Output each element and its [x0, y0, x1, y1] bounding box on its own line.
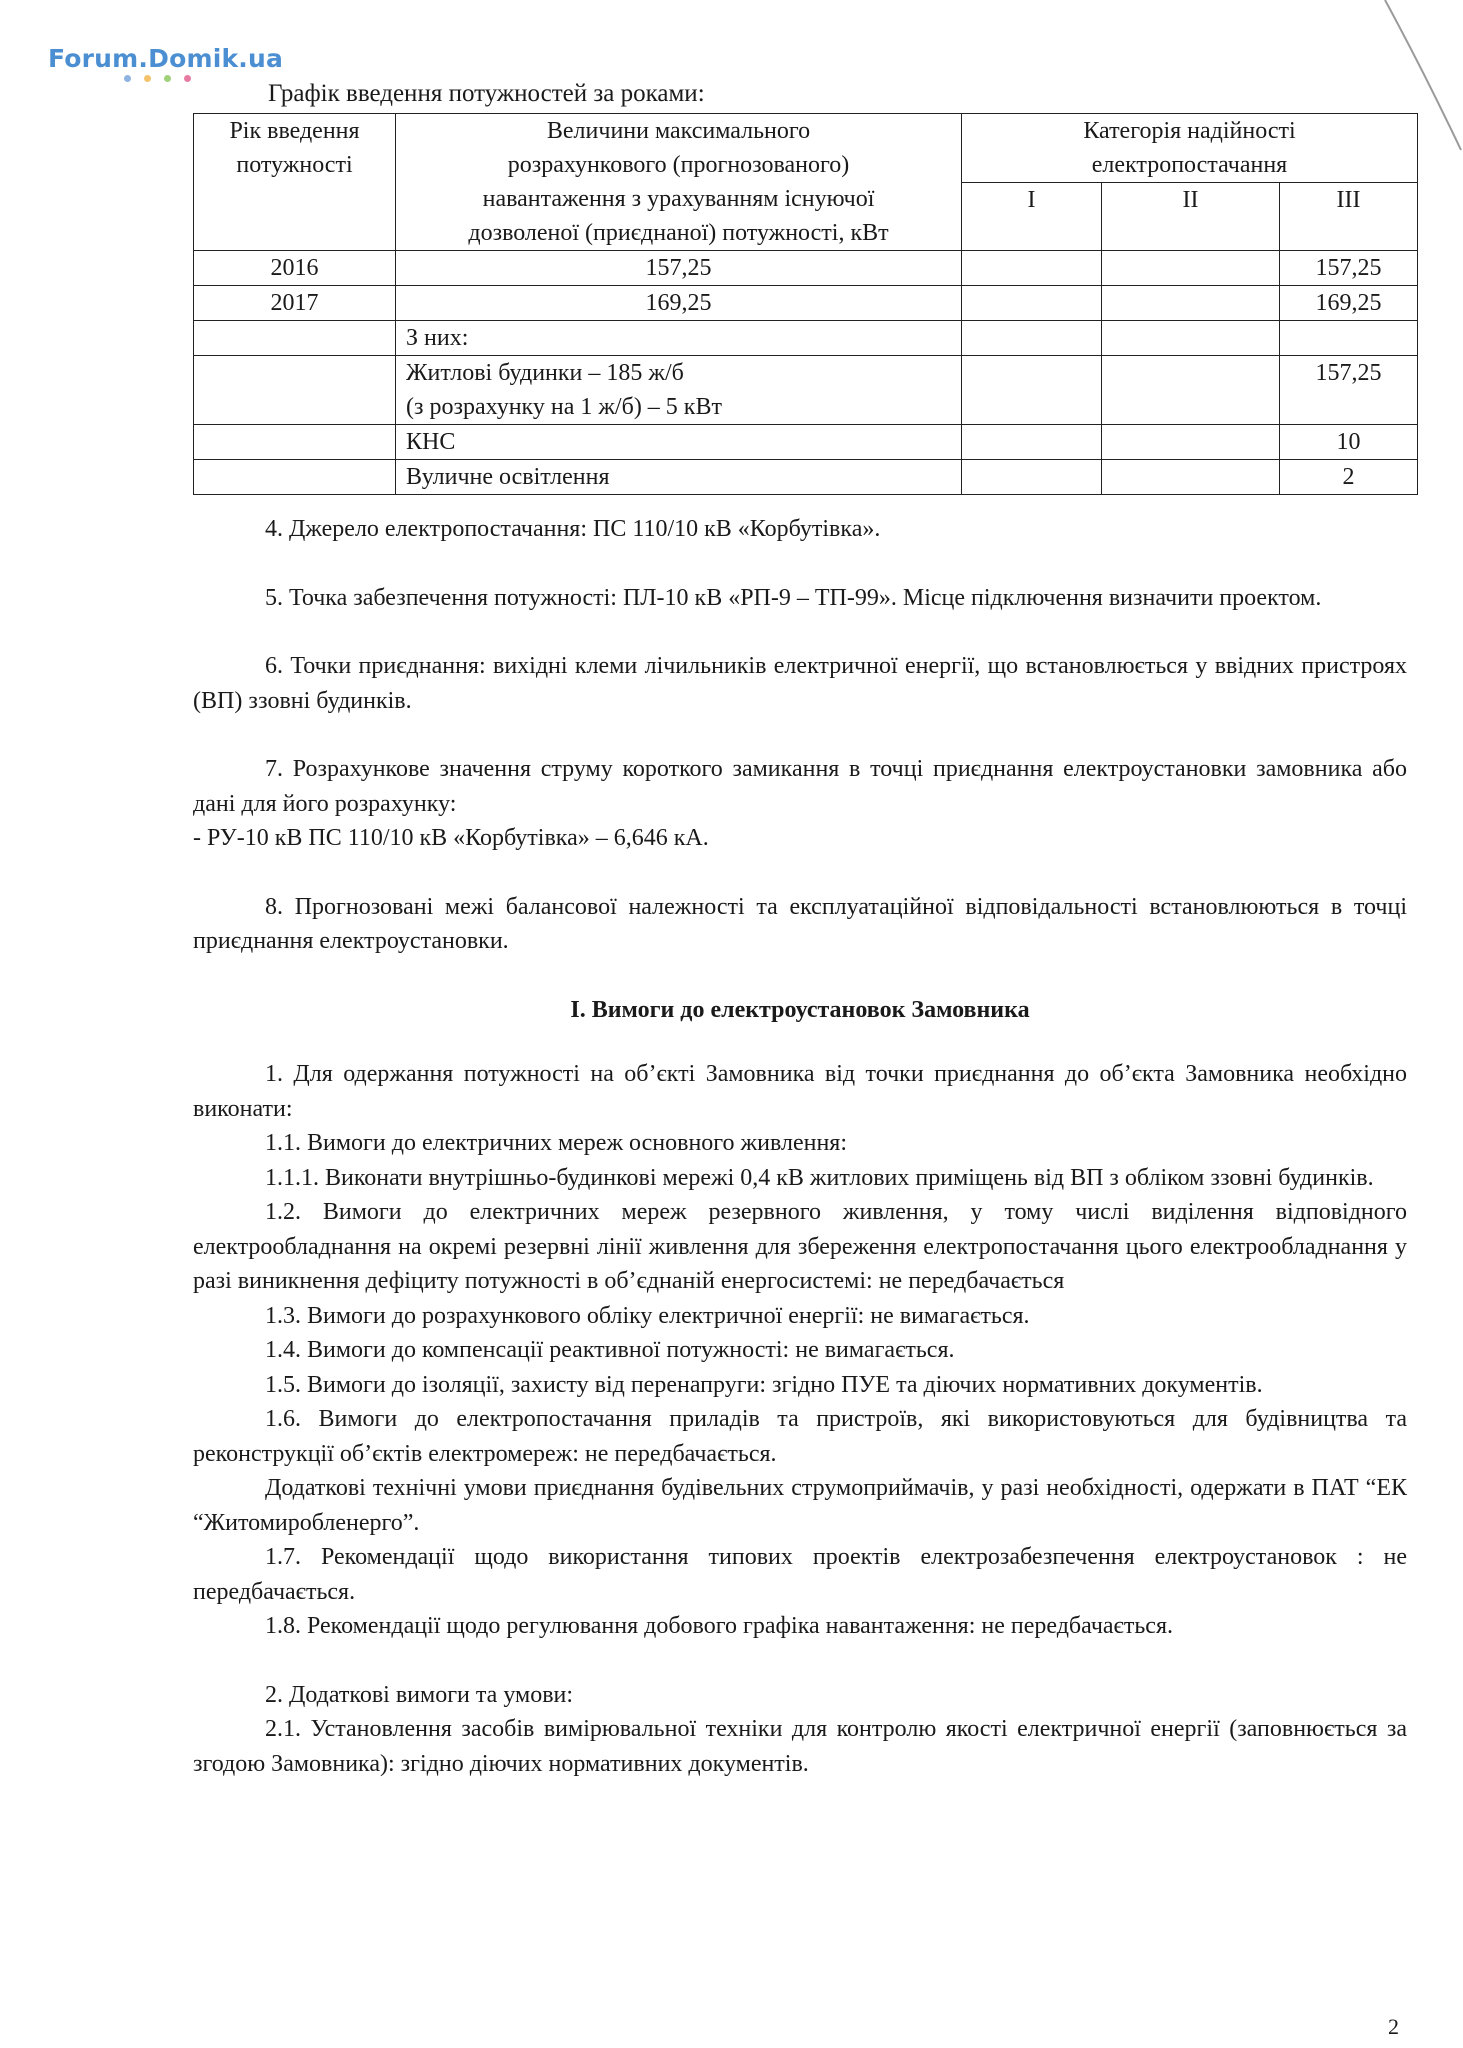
cell-cat-1 — [962, 460, 1102, 495]
paragraph-connection-points: 6. Точки приєднання: вихідні клеми лічильників електричної енергії, що встановлюється у ввідних пристроях (ВП) ззовні будинків. — [193, 653, 1407, 714]
schedule-title: Графік введення потужностей за роками: — [268, 80, 705, 107]
requirement-1-5: 1.5. Вимоги до ізоляції, захисту від перенапруги: згідно ПУЕ та діючих нормативних документів. — [265, 1371, 1263, 1398]
requirement-1-2: 1.2. Вимоги до електричних мереж резервного живлення, у тому числі виділення відповідного електрообладнання на окремі резервні лінії живлення для збереження електропостачання цього електрообладнання у разі виникнення дефіциту потужності в об’єднаній енергосистемі: не передбачається — [193, 1199, 1407, 1294]
cell-year — [194, 460, 396, 495]
page-number: 2 — [1388, 2014, 1399, 2039]
table-row — [194, 251, 1418, 286]
requirement-1-1: 1.1. Вимоги до електричних мереж основного живлення: — [265, 1130, 847, 1156]
requirement-1-3: 1.3. Вимоги до розрахункового обліку електричної енергії: не вимагається. — [265, 1302, 1030, 1329]
cell-load: З них: — [396, 321, 962, 356]
header-category-line: Категорія надійності — [1083, 118, 1296, 144]
cell-year: 2016 — [194, 251, 396, 286]
table-row — [194, 286, 1418, 321]
cell-cat-2 — [1102, 321, 1280, 356]
header-load-line: розрахункового (прогнозованого) — [507, 152, 850, 178]
paragraph-balance-limits: 8. Прогнозовані межі балансової належності та експлуатаційної відповідальності встановлюються в точці приєднання електроустановки. — [193, 893, 1407, 954]
requirement-1-1-1: 1.1.1. Виконати внутрішньо-будинкові мережі 0,4 кВ житлових приміщень від ВП з обліком ззовні будинків. — [265, 1164, 1374, 1191]
paragraph-supply-point: 5. Точка забезпечення потужності: ПЛ-10 кВ «РП-9 – ТП-99». Місце підключення визначити проектом. — [265, 584, 1322, 611]
header-cat-1: I — [962, 183, 1102, 251]
paragraph-short-circuit-item: - РУ-10 кВ ПС 110/10 кВ «Корбутівка» – 6,646 кА. — [193, 825, 709, 851]
cell-cat-1 — [962, 286, 1102, 321]
table-row — [194, 356, 1418, 425]
cell-load: КНС — [396, 425, 962, 460]
paragraph-power-source: 4. Джерело електропостачання: ПС 110/10 кВ «Корбутівка». — [265, 516, 881, 542]
cell-cat-1 — [962, 251, 1102, 286]
cell-year — [194, 425, 396, 460]
watermark-dot — [144, 75, 151, 82]
cell-cat-2 — [1102, 356, 1280, 425]
table-row — [194, 321, 1418, 356]
watermark-dots — [124, 75, 204, 85]
header-cat-2: II — [1102, 183, 1280, 251]
table-row — [194, 460, 1418, 495]
cell-cat-3: 157,25 — [1280, 356, 1418, 425]
header-load-line: навантаження з урахуванням існуючої — [482, 186, 875, 212]
header-load-line: Величини максимального — [546, 118, 811, 144]
paragraph-short-circuit: 7. Розрахункове значення струму короткого замикання в точці приєднання електроустановки замовника або дані для його розрахунку: — [193, 756, 1407, 817]
watermark-dot — [124, 75, 131, 82]
header-category-line: електропостачання — [1091, 152, 1288, 178]
requirement-additional: Додаткові технічні умови приєднання будівельних струмоприймачів, у разі необхідності, одержати в ПАТ “ЕК “Житомиробленерго”. — [193, 1475, 1407, 1536]
watermark-dot — [184, 75, 191, 82]
cell-cat-3: 10 — [1280, 425, 1418, 460]
requirement-1-7: 1.7. Рекомендації щодо використання типових проектів електрозабезпечення електроустановок : не передбачається. — [193, 1544, 1407, 1605]
header-year-line: Рік введення — [229, 118, 360, 144]
table-header-row — [194, 114, 1418, 183]
requirement-2-1: 2.1. Установлення засобів вимірювальної техніки для контролю якості електричної енергії (заповнюється за згодою Замовника): згідно діючих нормативних документів. — [193, 1716, 1407, 1777]
requirement-1: 1. Для одержання потужності на об’єкті Замовника від точки приєднання до об’єкта Замовника необхідно виконати: — [193, 1061, 1407, 1122]
header-year-line: потужності — [236, 152, 353, 178]
cell-cat-2 — [1102, 251, 1280, 286]
cell-load-line: (з розрахунку на 1 ж/б) – 5 кВт — [406, 394, 722, 420]
header-year — [194, 114, 396, 251]
cell-year — [194, 321, 396, 356]
cell-cat-1 — [962, 356, 1102, 425]
requirement-1-4: 1.4. Вимоги до компенсації реактивної потужності: не вимагається. — [265, 1337, 955, 1363]
cell-load: 169,25 — [396, 286, 962, 321]
header-load-line: дозволеної (приєднаної) потужності, кВт — [468, 220, 889, 246]
cell-cat-2 — [1102, 425, 1280, 460]
cell-cat-3 — [1280, 321, 1418, 356]
cell-cat-1 — [962, 425, 1102, 460]
table-row — [194, 425, 1418, 460]
document-body — [193, 512, 1407, 1781]
capacity-schedule-table — [193, 113, 1418, 495]
cell-load — [396, 356, 962, 425]
header-load — [396, 114, 962, 251]
cell-cat-3: 157,25 — [1280, 251, 1418, 286]
cell-cat-3: 2 — [1280, 460, 1418, 495]
cell-load-line: Житлові будинки – 185 ж/б — [406, 360, 684, 386]
cell-year: 2017 — [194, 286, 396, 321]
header-category — [962, 114, 1418, 183]
requirement-1-6: 1.6. Вимоги до електропостачання приладів та пристроїв, які використовуються для будівництва та реконструкції об’єктів електромереж: не передбачається. — [193, 1406, 1407, 1467]
cell-cat-2 — [1102, 286, 1280, 321]
cell-year — [194, 356, 396, 425]
cell-load: 157,25 — [396, 251, 962, 286]
section-heading: I. Вимоги до електроустановок Замовника — [570, 996, 1030, 1023]
cell-cat-3: 169,25 — [1280, 286, 1418, 321]
cell-cat-2 — [1102, 460, 1280, 495]
watermark-dot — [164, 75, 171, 82]
cell-cat-1 — [962, 321, 1102, 356]
forum-domik-watermark: Forum.Domik.ua — [48, 44, 284, 73]
requirement-1-8: 1.8. Рекомендації щодо регулювання добового графіка навантаження: не передбачається. — [265, 1613, 1173, 1639]
requirement-2: 2. Додаткові вимоги та умови: — [265, 1681, 574, 1708]
header-cat-3: III — [1280, 183, 1418, 251]
cell-load: Вуличне освітлення — [396, 460, 962, 495]
